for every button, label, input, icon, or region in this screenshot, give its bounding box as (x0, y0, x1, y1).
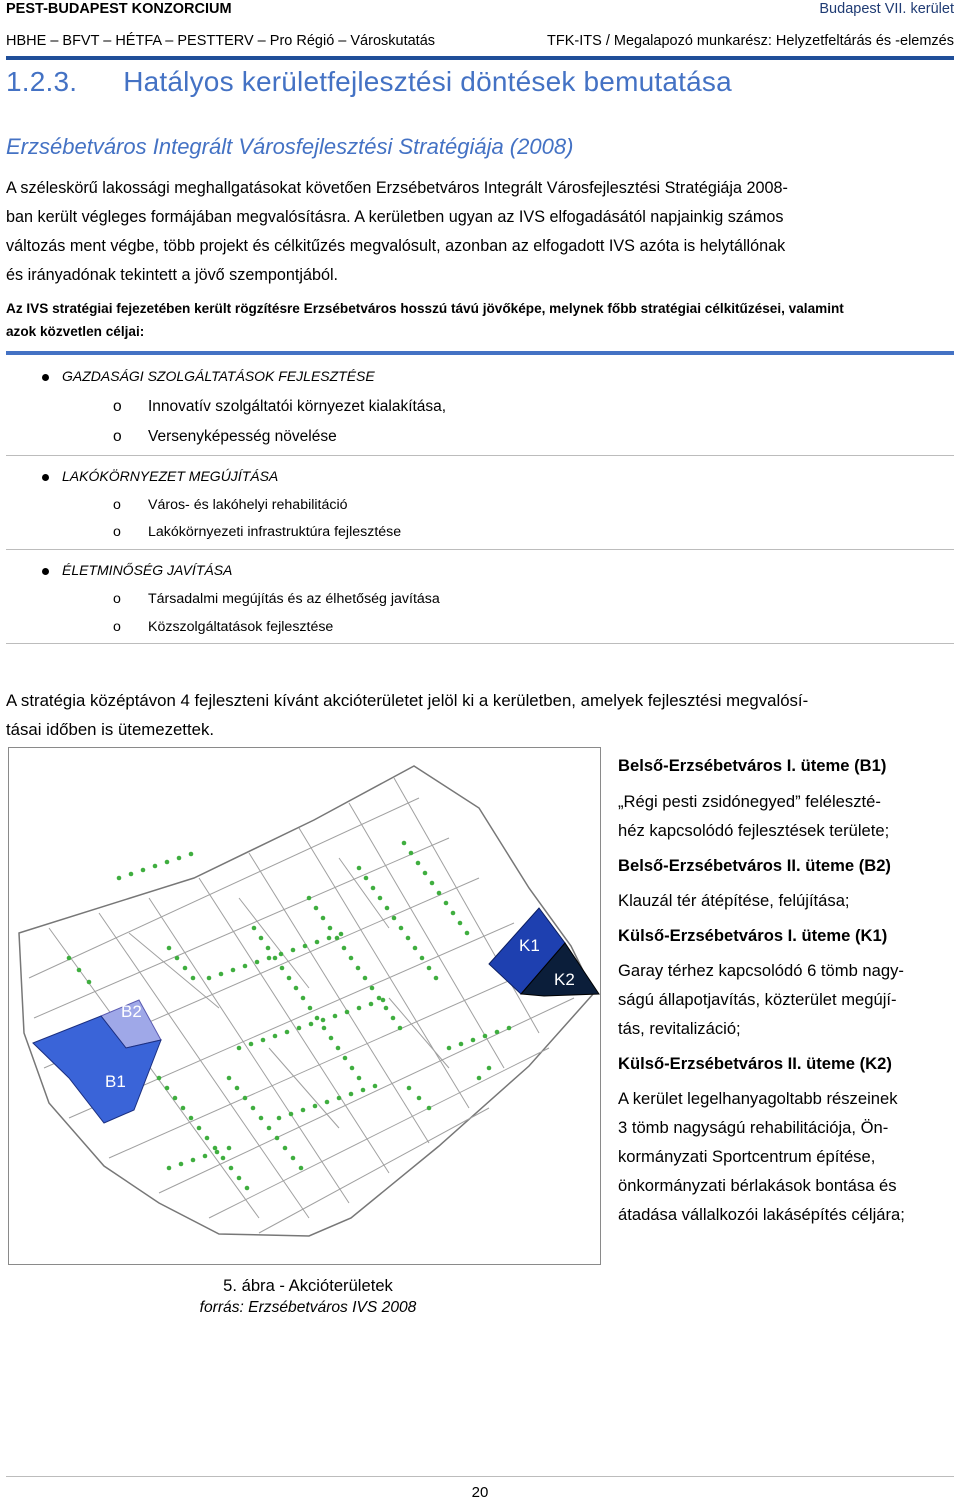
sub-marker: o (113, 524, 121, 540)
goal-item: Társadalmi megújítás és az élhetőség javítása (148, 591, 440, 607)
goal-title: LAKÓKÖRNYEZET MEGÚJÍTÁSA (62, 468, 279, 484)
district-map (9, 748, 600, 1264)
goal-item: Innovatív szolgáltatói környezet kialakítása, (148, 398, 447, 415)
bullet-icon (42, 374, 49, 381)
section-number: 1.2.3. (6, 66, 78, 97)
section-title: Hatályos kerületfejlesztési döntések bemutatása (123, 66, 732, 97)
area-text: A kerület legelhanyagoltabb részeinek (618, 1089, 898, 1108)
goal-item: Város- és lakóhelyi rehabilitáció (148, 497, 348, 513)
map-label-k2: K2 (554, 970, 575, 989)
bullet-icon (42, 568, 49, 575)
area-text: Garay térhez kapcsolódó 6 tömb nagy- (618, 961, 904, 980)
page-number: 20 (471, 1484, 489, 1501)
area-text: „Régi pesti zsidónegyed” feléleszté- (618, 792, 881, 811)
goals-rule (6, 351, 954, 355)
sub-marker: o (113, 619, 121, 635)
area-title: Belső-Erzsébetváros I. üteme (B1) (618, 756, 887, 775)
sub-marker: o (113, 591, 121, 607)
header-rule (6, 56, 954, 60)
header-org: PEST-BUDAPEST KONZORCIUM (6, 1, 232, 17)
header-partners: HBHE – BFVT – HÉTFA – PESTTERV – Pro Régió – Városkutatás (6, 33, 436, 49)
goal-divider (6, 455, 954, 456)
areas-description (618, 751, 954, 1229)
area-text: önkormányzati bérlakások bontása és (618, 1176, 897, 1195)
intro-paragraph (6, 174, 954, 290)
section-heading (6, 66, 732, 98)
area-text: héz kapcsolódó fejlesztések területe; (618, 821, 890, 840)
map-label-b1: B1 (105, 1072, 126, 1091)
area-text: 3 tömb nagyságú rehabilitációja, Ön- (618, 1118, 889, 1137)
intro-line: változás ment végbe, több projekt és célkitűzés megvalósult, azonban az elfogadott IVS azóta is helytállónak (6, 237, 786, 255)
areas-intro-line: tásai időben is ütemezettek. (6, 720, 215, 739)
area-text: tás, revitalizáció; (618, 1019, 741, 1038)
area-text: kormányzati Sportcentrum építése, (618, 1147, 876, 1166)
area-text: Klauzál tér átépítése, felújítása; (618, 891, 850, 910)
strategy-line: Az IVS stratégiai fejezetében került rögzítésre Erzsébetváros hosszú távú jövőképe, melynek főbb stratégiai célkitűzései, valamint (6, 301, 844, 316)
area-title: Külső-Erzsébetváros II. üteme (K2) (618, 1054, 892, 1073)
footer-rule (6, 1476, 954, 1477)
goal-title: ÉLETMINŐSÉG JAVÍTÁSA (62, 562, 233, 578)
area-text: ságú állapotjavítás, közterület megújí- (618, 990, 897, 1009)
map-label-k1: K1 (519, 936, 540, 955)
district-outline (19, 766, 594, 1236)
figure-source: forrás: Erzsébetváros IVS 2008 (199, 1299, 417, 1316)
goal-item: Versenyképesség növelése (148, 428, 337, 445)
strategy-paragraph (6, 297, 956, 343)
goal-divider (6, 549, 954, 550)
map-frame (8, 747, 601, 1265)
areas-intro (6, 686, 954, 744)
header-project: TFK-ITS / Megalapozó munkarész: Helyzetfeltárás és -elemzés (547, 33, 954, 49)
area-title: Belső-Erzsébetváros II. üteme (B2) (618, 856, 891, 875)
areas-intro-line: A stratégia középtávon 4 fejleszteni kívánt akcióterületet jelöl ki a kerületben, amelyek fejlesztési megvalósí- (6, 691, 809, 710)
figure-caption: 5. ábra - Akcióterületek (223, 1276, 393, 1295)
area-text: átadása vállalkozói lakásépítés céljára; (618, 1205, 905, 1224)
intro-line: A széleskörű lakossági meghallgatásokat követően Erzsébetváros Integrált Városfejlesztési Stratégiája 2008- (6, 179, 788, 197)
subtitle: Erzsébetváros Integrált Városfejlesztési Stratégiája (2008) (6, 134, 574, 159)
strategy-line: azok közvetlen céljai: (6, 324, 145, 339)
sub-marker: o (113, 497, 121, 513)
area-title: Külső-Erzsébetváros I. üteme (K1) (618, 926, 888, 945)
bullet-icon (42, 474, 49, 481)
sub-marker: o (113, 398, 122, 415)
goal-item: Lakókörnyezeti infrastruktúra fejlesztése (148, 524, 402, 540)
intro-line: és irányadónak tekintett a jövő szempontjából. (6, 266, 339, 284)
intro-line: ban került végleges formájában megvalósításra. A kerületben ugyan az IVS elfogadásától napjainkig számos (6, 208, 784, 226)
goal-title: GAZDASÁGI SZOLGÁLTATÁSOK FEJLESZTÉSE (62, 368, 375, 384)
sub-marker: o (113, 428, 122, 445)
map-label-b2: B2 (121, 1002, 142, 1021)
header-district: Budapest VII. kerület (819, 1, 954, 17)
goal-item: Közszolgáltatások fejlesztése (148, 619, 334, 635)
goal-divider (6, 643, 954, 644)
